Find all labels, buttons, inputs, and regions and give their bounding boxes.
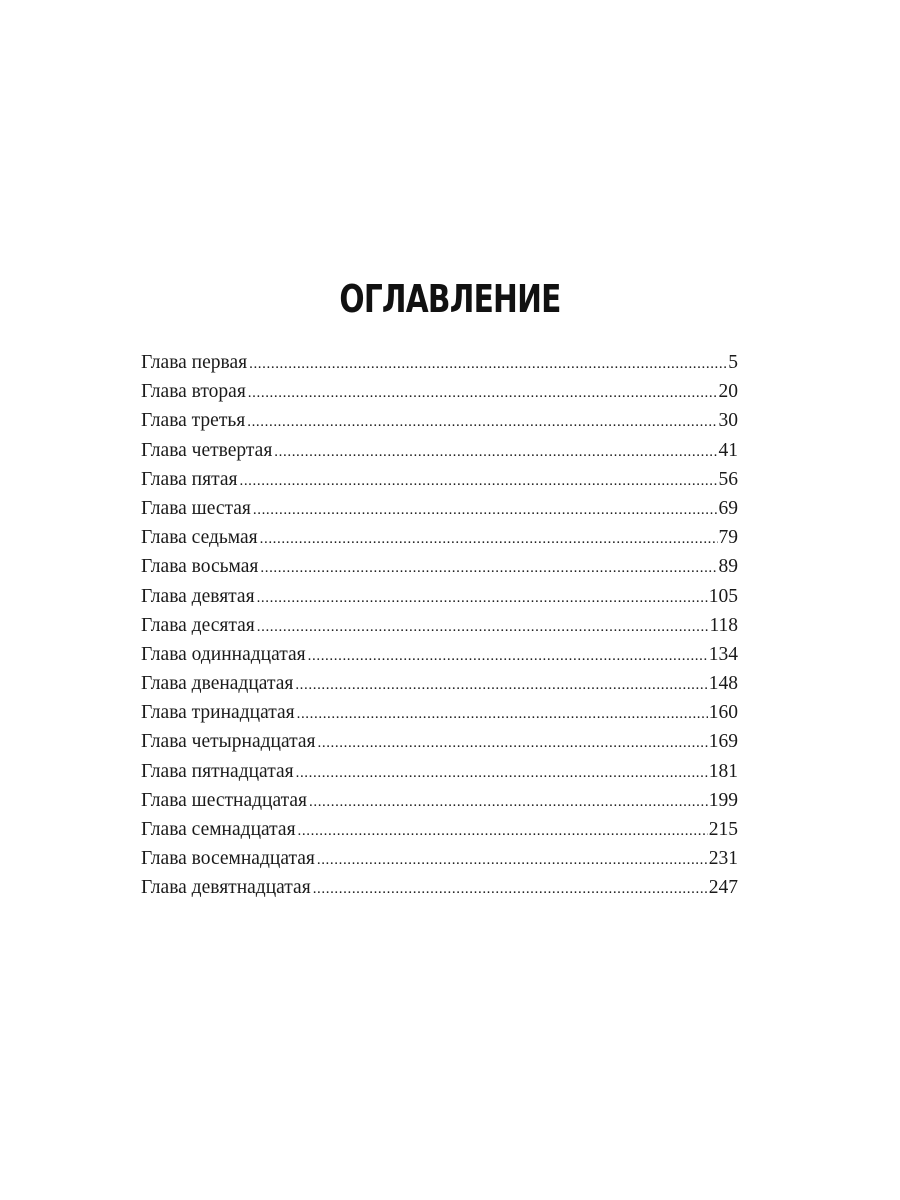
table-of-contents: [141, 348, 738, 903]
toc-dot-leader: [257, 584, 708, 613]
toc-dot-leader: [296, 759, 708, 788]
toc-entry: [141, 582, 738, 611]
toc-entry-label: Глава десятая: [141, 614, 255, 636]
toc-entry-label: Глава девятнадцатая: [141, 877, 311, 899]
toc-entry: [141, 523, 738, 552]
toc-entry-page: 118: [709, 614, 738, 636]
toc-entry-page: 79: [718, 527, 738, 549]
toc-dot-leader: [309, 788, 708, 817]
toc-entry-page: 89: [718, 556, 738, 578]
toc-entry-label: Глава одиннадцатая: [141, 643, 306, 665]
toc-entry: [141, 406, 738, 435]
toc-entry-page: 148: [708, 673, 738, 695]
toc-dot-leader: [318, 729, 708, 758]
toc-entry-label: Глава двенадцатая: [141, 673, 294, 695]
toc-entry-label: Глава девятая: [141, 585, 255, 607]
toc-entry-page: 247: [708, 877, 738, 899]
toc-entry-label: Глава четырнадцатая: [141, 731, 316, 753]
toc-entry-page: 41: [718, 439, 738, 461]
toc-entry: [141, 465, 738, 494]
toc-dot-leader: [313, 875, 708, 904]
toc-dot-leader: [260, 554, 717, 583]
toc-entry: [141, 757, 738, 786]
toc-dot-leader: [274, 438, 717, 467]
toc-entry-label: Глава шестая: [141, 497, 251, 519]
toc-entry-page: 105: [708, 585, 738, 607]
toc-dot-leader: [295, 671, 707, 700]
toc-entry-label: Глава третья: [141, 410, 246, 432]
toc-entry: [141, 436, 738, 465]
toc-dot-leader: [297, 700, 708, 729]
toc-entry-page: 5: [728, 352, 738, 373]
toc-entry-page: 20: [718, 381, 738, 403]
toc-entry-label: Глава восьмая: [141, 556, 259, 578]
toc-entry: [141, 669, 738, 698]
toc-entry-label: Глава пятая: [141, 468, 238, 490]
toc-dot-leader: [248, 379, 718, 408]
toc-entry: [141, 698, 738, 727]
toc-entry: [141, 873, 738, 902]
toc-entry: [141, 640, 738, 669]
toc-entry-label: Глава четвертая: [141, 439, 273, 461]
toc-dot-leader: [317, 846, 708, 875]
toc-dot-leader: [260, 525, 718, 554]
toc-entry-page: 199: [708, 789, 738, 811]
toc-dot-leader: [308, 642, 708, 671]
toc-entry: [141, 786, 738, 815]
toc-entry: [141, 494, 738, 523]
toc-entry-label: Глава семнадцатая: [141, 819, 296, 840]
toc-entry: [141, 377, 738, 406]
toc-entry: [141, 844, 738, 873]
toc-entry-page: 181: [708, 760, 738, 782]
toc-entry-label: Глава пятнадцатая: [141, 760, 294, 782]
toc-entry-page: 231: [708, 848, 738, 870]
toc-dot-leader: [298, 817, 708, 846]
toc-entry-page: 30: [718, 410, 738, 432]
toc-entry: [141, 348, 738, 377]
toc-entry-label: Глава седьмая: [141, 527, 258, 549]
toc-entry-label: Глава первая: [141, 352, 248, 373]
toc-dot-leader: [249, 350, 727, 379]
toc-entry-label: Глава тринадцатая: [141, 702, 295, 724]
toc-dot-leader: [247, 408, 717, 437]
toc-entry: [141, 611, 738, 640]
toc-entry-page: 160: [708, 702, 738, 724]
toc-entry-page: 69: [718, 497, 738, 519]
toc-entry: [141, 552, 738, 581]
toc-entry-page: 56: [718, 468, 738, 490]
toc-entry: [141, 815, 738, 844]
toc-dot-leader: [239, 467, 717, 496]
toc-entry-page: 134: [708, 643, 738, 665]
toc-dot-leader: [253, 496, 718, 525]
toc-entry-page: 169: [708, 731, 738, 753]
toc-entry: [141, 727, 738, 756]
toc-dot-leader: [257, 613, 709, 642]
toc-entry-page: 215: [708, 819, 738, 840]
toc-entry-label: Глава шестнадцатая: [141, 789, 307, 811]
page-title: ОГЛАВЛЕНИЕ: [339, 277, 561, 321]
toc-entry-label: Глава восемнадцатая: [141, 848, 315, 870]
toc-entry-label: Глава вторая: [141, 381, 246, 403]
